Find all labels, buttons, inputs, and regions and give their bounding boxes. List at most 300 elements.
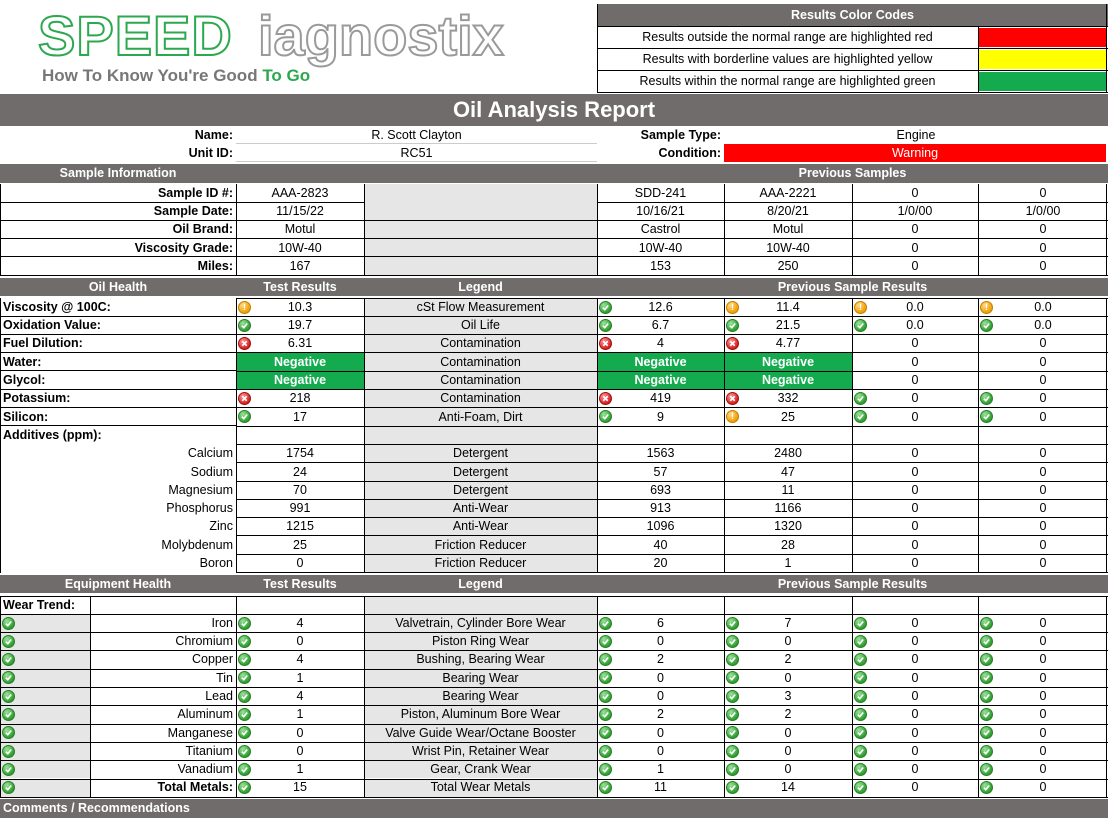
sample-info-prev: 0 (911, 258, 919, 273)
unit-value: RC51 (400, 145, 433, 160)
oil-health-prev: 0 (1039, 336, 1047, 351)
error-icon (599, 337, 612, 350)
additive-value: 1754 (286, 446, 314, 461)
check-icon (599, 690, 612, 703)
sample-info-prev: 1/0/00 (1025, 204, 1061, 219)
equipment-legend: Piston Ring Wear (364, 632, 597, 650)
additive-prev: 0 (911, 446, 919, 461)
additive-prev: 1320 (774, 519, 802, 534)
equipment-label: Manganese (167, 725, 233, 740)
check-icon (980, 708, 993, 721)
additive-prev: 0 (1039, 501, 1047, 516)
sample-info-title: Sample Information (0, 164, 236, 183)
sample-info-spacer (364, 202, 597, 220)
check-icon (854, 319, 867, 332)
sample-info-spacer (364, 257, 597, 275)
grid-line (597, 596, 598, 797)
oil-health-value: 19.7 (287, 318, 313, 333)
color-code-text: Results with borderline values are highlighted yellow (642, 52, 933, 67)
additive-prev: 0 (911, 519, 919, 534)
oil-health-prev: Negative (724, 371, 852, 389)
oil-health-prev: 6.7 (651, 318, 670, 333)
grid-line (0, 275, 1108, 276)
warning-icon: ! (238, 301, 251, 314)
check-icon (726, 635, 739, 648)
oil-health-legend: Contamination (364, 371, 597, 389)
logo-tagline (42, 66, 310, 86)
grid-line (597, 70, 1108, 71)
equipment-prev: 0 (657, 670, 664, 685)
equipment-prev: 0 (784, 762, 792, 777)
grid-line (90, 596, 91, 797)
error-icon (238, 337, 251, 350)
comments-title: Comments / Recommendations (0, 799, 1108, 818)
equipment-prev: 2 (784, 652, 792, 667)
grid-line (236, 161, 597, 162)
equipment-prev: 0 (1039, 743, 1047, 758)
additive-legend: Friction Reducer (364, 536, 597, 554)
oil-health-label: Silicon: (3, 409, 49, 424)
grid-line (236, 298, 237, 573)
additive-label: Sodium (190, 464, 233, 479)
color-code-text: Results outside the normal range are highlighted red (642, 30, 933, 45)
sample-info-prev: 8/20/21 (767, 204, 809, 219)
equipment-prev: 0 (657, 725, 664, 740)
grid-line (0, 669, 1108, 670)
additive-label: Boron (199, 556, 233, 571)
sample-info-prev: 0 (1039, 222, 1047, 237)
error-icon (726, 392, 739, 405)
oil-health-prev: 0 (911, 354, 919, 369)
sample-info-prev: 153 (650, 258, 671, 273)
oil-health-value: Negative (236, 371, 364, 389)
equipment-prev: 2 (784, 707, 792, 722)
oil-health-label: Water: (3, 354, 42, 369)
equipment-health-prev-title: Previous Sample Results (597, 575, 1108, 593)
equipment-prev: 14 (781, 780, 795, 795)
equipment-legend: Valve Guide Wear/Octane Booster (364, 724, 597, 742)
equipment-prev: 0 (1039, 725, 1047, 740)
oil-health-legend: Contamination (364, 335, 597, 353)
oil-health-prev: 0.0 (1034, 318, 1052, 333)
additive-legend: Anti-Wear (364, 499, 597, 517)
check-icon (726, 745, 739, 758)
additive-prev: 1096 (646, 519, 675, 534)
oil-health-label: Potassium: (3, 391, 71, 406)
check-icon (980, 745, 993, 758)
equipment-legend: Gear, Crank Wear (364, 760, 597, 778)
oil-health-value: Negative (236, 353, 364, 371)
grid-line (0, 632, 1108, 633)
check-icon (726, 653, 739, 666)
grid-line (978, 184, 979, 276)
error-icon (599, 392, 612, 405)
check-icon (2, 617, 15, 630)
check-icon (599, 745, 612, 758)
grid-line (724, 596, 725, 797)
color-code-swatch (979, 72, 1106, 91)
grid-line (852, 596, 853, 797)
check-icon (980, 617, 993, 630)
grid-line (0, 705, 1108, 706)
tagline-part: How To Know You're Good (42, 66, 263, 85)
oil-health-prev: 0 (911, 391, 919, 406)
equipment-value: 0 (296, 743, 304, 758)
additive-legend: Detergent (364, 463, 597, 481)
additive-label: Zinc (209, 519, 233, 534)
check-icon (238, 763, 251, 776)
oil-health-legend: cSt Flow Measurement (364, 298, 597, 316)
grid-line (0, 779, 1108, 780)
additive-prev: 2480 (774, 446, 802, 461)
check-icon (238, 708, 251, 721)
check-icon (854, 635, 867, 648)
warning-icon: ! (854, 301, 867, 314)
oil-health-prev: 9 (657, 409, 664, 424)
check-icon (980, 653, 993, 666)
oil-health-label: Glycol: (3, 372, 46, 387)
equipment-prev: 0 (911, 652, 919, 667)
equipment-prev: 0 (1039, 780, 1047, 795)
check-icon (2, 653, 15, 666)
warning-icon: ! (980, 301, 993, 314)
sample-type-value: Engine (896, 127, 936, 142)
equipment-prev: 0 (911, 780, 919, 795)
equipment-prev: 0 (911, 743, 919, 758)
equipment-prev: 0 (784, 725, 792, 740)
oil-health-prev-title: Previous Sample Results (597, 278, 1108, 296)
logo (0, 0, 597, 93)
grid-line (597, 298, 598, 573)
additive-legend: Detergent (364, 481, 597, 499)
grid-line (724, 184, 725, 276)
additive-legend: Anti-Wear (364, 518, 597, 536)
additive-value: 0 (296, 556, 304, 571)
equipment-prev: 0 (911, 762, 919, 777)
check-icon (2, 708, 15, 721)
additive-legend: Friction Reducer (364, 554, 597, 572)
check-icon (238, 690, 251, 703)
equipment-prev: 0 (911, 725, 919, 740)
additive-value: 24 (293, 464, 307, 479)
equipment-health-legend-title: Legend (364, 575, 597, 593)
additive-prev: 47 (781, 464, 795, 479)
oil-health-prev: 12.6 (648, 299, 673, 314)
grid-line (364, 184, 365, 276)
check-icon (599, 763, 612, 776)
oil-health-label: Viscosity @ 100C: (3, 299, 111, 314)
check-icon (980, 763, 993, 776)
equipment-label: Total Metals: (157, 780, 233, 795)
equipment-legend: Bearing Wear (364, 669, 597, 687)
equipment-prev: 0 (911, 634, 919, 649)
additive-prev: 0 (911, 537, 919, 552)
wear-trend-label: Wear Trend: (3, 597, 76, 612)
grid-line (236, 143, 597, 144)
equipment-prev: 2 (657, 707, 664, 722)
equipment-value: 1 (296, 707, 304, 722)
unit-label: Unit ID: (188, 145, 233, 160)
warning-icon: ! (726, 410, 739, 423)
equipment-label: Iron (211, 615, 233, 630)
grid-line (1106, 298, 1107, 573)
oil-health-prev: 0.0 (906, 318, 924, 333)
equipment-prev: 0 (1039, 670, 1047, 685)
oil-health-test-title: Test Results (236, 278, 364, 296)
grid-line (1106, 596, 1107, 797)
check-icon (2, 745, 15, 758)
grid-line (978, 298, 979, 573)
name-value: R. Scott Clayton (371, 127, 462, 142)
equipment-label: Titanium (185, 743, 233, 758)
previous-samples-title: Previous Samples (597, 164, 1108, 183)
report-title: Oil Analysis Report (0, 94, 1108, 126)
grid-line (0, 724, 1108, 725)
sample-info-prev: 0 (1039, 185, 1047, 200)
check-icon (238, 635, 251, 648)
additive-prev: 0 (911, 464, 919, 479)
equipment-prev: 0 (784, 743, 792, 758)
additive-prev: 0 (911, 501, 919, 516)
equipment-health-title: Equipment Health (0, 575, 236, 593)
grid-line (0, 687, 1108, 688)
check-icon (726, 319, 739, 332)
oil-health-value: 10.3 (287, 299, 313, 314)
additive-label: Molybdenum (161, 537, 233, 552)
oil-health-prev: 25 (781, 409, 795, 424)
equipment-value: 0 (296, 725, 304, 740)
additive-value: 25 (293, 537, 307, 552)
sample-info-current: AAA-2823 (271, 185, 329, 200)
oil-health-prev: 4 (657, 336, 664, 351)
oil-health-prev: 0 (1039, 409, 1047, 424)
sample-info-spacer (364, 184, 597, 202)
grid-line (852, 298, 853, 573)
sample-info-prev: 0 (911, 240, 919, 255)
condition-value: Warning (724, 144, 1106, 162)
sample-info-prev: AAA-2221 (759, 185, 817, 200)
additive-legend: Detergent (364, 445, 597, 463)
color-codes-title: Results Color Codes (597, 4, 1108, 26)
equipment-legend: Piston, Aluminum Bore Wear (364, 706, 597, 724)
oil-health-value: 218 (289, 391, 311, 406)
sample-info-label: Oil Brand: (172, 222, 233, 237)
grid-line (0, 596, 1, 797)
check-icon (599, 301, 612, 314)
check-icon (599, 708, 612, 721)
equipment-prev: 0 (1039, 688, 1047, 703)
grid-line (0, 742, 1108, 743)
grid-line (0, 614, 1108, 615)
equipment-prev: 0 (911, 688, 919, 703)
sample-info-label: Sample ID #: (157, 185, 233, 200)
additive-prev: 0 (1039, 446, 1047, 461)
oil-health-prev: 0 (1039, 354, 1047, 369)
oil-health-title: Oil Health (0, 278, 236, 296)
equipment-label: Lead (205, 688, 233, 703)
oil-health-label: Oxidation Value: (3, 318, 101, 333)
grid-line (597, 92, 1108, 93)
oil-health-prev: 0 (1039, 391, 1047, 406)
condition-label: Condition: (658, 145, 721, 160)
check-icon (726, 690, 739, 703)
additive-label: Magnesium (168, 482, 233, 497)
equipment-label: Chromium (175, 634, 233, 649)
additive-prev: 57 (653, 464, 668, 479)
additive-value: 1215 (286, 519, 314, 534)
equipment-legend: Bearing Wear (364, 687, 597, 705)
sample-info-prev: 0 (1039, 258, 1047, 273)
sample-info-prev: Motul (772, 222, 804, 237)
equipment-prev: 11 (654, 780, 667, 795)
check-icon (726, 617, 739, 630)
sample-info-prev: 0 (911, 222, 919, 237)
additive-prev: 693 (650, 482, 671, 497)
grid-line (0, 298, 1, 573)
tagline-go: To Go (262, 66, 311, 85)
oil-health-legend: Contamination (364, 353, 597, 371)
check-icon (980, 319, 993, 332)
color-code-text: Results within the normal range are highlighted green (639, 74, 936, 89)
oil-health-prev: 0.0 (1034, 299, 1052, 314)
additive-prev: 913 (650, 501, 671, 516)
sample-info-prev: 10W-40 (638, 240, 683, 255)
sample-info-current: Motul (284, 222, 316, 237)
sample-info-spacer (364, 221, 597, 239)
check-icon (2, 690, 15, 703)
additive-prev: 1166 (774, 501, 802, 516)
additive-prev: 1563 (646, 446, 675, 461)
check-icon (238, 617, 251, 630)
check-icon (854, 392, 867, 405)
oil-health-prev: 0 (1039, 372, 1047, 387)
additive-label: Phosphorus (166, 501, 233, 516)
legend-spacer (364, 426, 597, 444)
oil-health-legend: Contamination (364, 390, 597, 408)
oil-health-prev: 0 (911, 372, 919, 387)
equipment-label: Vanadium (177, 762, 233, 777)
oil-health-prev: 21.5 (775, 318, 801, 333)
oil-health-prev: 0 (911, 336, 919, 351)
legend-spacer (364, 596, 597, 614)
grid-line (724, 298, 725, 573)
grid-line (0, 797, 1108, 798)
equipment-label: Copper (192, 652, 233, 667)
sample-info-prev: 0 (911, 185, 919, 200)
warning-icon: ! (726, 301, 739, 314)
equipment-prev: 2 (657, 652, 664, 667)
check-icon (854, 690, 867, 703)
oil-health-prev: 332 (777, 391, 799, 406)
grid-line (0, 596, 1108, 597)
check-icon (726, 763, 739, 776)
grid-line (978, 596, 979, 797)
additive-prev: 11 (781, 482, 795, 497)
sample-info-prev: Castrol (640, 222, 681, 237)
grid-line (1106, 184, 1107, 276)
grid-line (597, 4, 598, 93)
additive-prev: 20 (653, 556, 668, 571)
grid-line (852, 184, 853, 276)
grid-line (364, 298, 365, 573)
sample-info-prev: 10/16/21 (636, 204, 685, 219)
additives-label: Additives (ppm): (3, 427, 102, 442)
equipment-label: Tin (216, 670, 233, 685)
oil-health-prev: Negative (597, 353, 724, 371)
sample-type-label: Sample Type: (640, 127, 721, 142)
equipment-health-test-title: Test Results (236, 575, 364, 593)
oil-health-label: Fuel Dilution: (3, 336, 83, 351)
color-code-swatch (979, 28, 1106, 47)
equipment-prev: 0 (1039, 762, 1047, 777)
sample-info-label: Miles: (197, 258, 233, 273)
error-icon (726, 337, 739, 350)
equipment-prev: 1 (657, 762, 664, 777)
sample-info-prev: 250 (777, 258, 799, 273)
equipment-prev: 0 (657, 634, 664, 649)
grid-line (0, 650, 1108, 651)
grid-line (236, 596, 237, 797)
additive-prev: 0 (911, 556, 919, 571)
equipment-value: 1 (296, 762, 304, 777)
check-icon (854, 653, 867, 666)
grid-line (0, 184, 1, 276)
equipment-prev: 3 (784, 688, 792, 703)
additive-prev: 1 (784, 556, 792, 571)
oil-health-prev: 11.4 (776, 299, 800, 314)
oil-health-prev: 0 (911, 409, 919, 424)
sample-info-prev: 0 (1039, 240, 1047, 255)
additive-value: 991 (289, 501, 311, 516)
equipment-legend: Bushing, Bearing Wear (364, 651, 597, 669)
additive-prev: 0 (1039, 519, 1047, 534)
sample-info-current: 167 (289, 258, 311, 273)
check-icon (2, 763, 15, 776)
grid-line (364, 596, 365, 797)
additive-prev: 28 (781, 537, 795, 552)
grid-line (236, 184, 237, 276)
additive-prev: 40 (653, 537, 668, 552)
oil-health-prev: Negative (724, 353, 852, 371)
equipment-legend: Total Wear Metals (364, 779, 597, 797)
check-icon (238, 319, 251, 332)
check-icon (854, 745, 867, 758)
equipment-prev: 0 (657, 688, 664, 703)
additive-prev: 0 (911, 482, 919, 497)
oil-health-legend: Anti-Foam, Dirt (364, 408, 597, 426)
name-label: Name: (194, 127, 233, 142)
additive-prev: 0 (1039, 464, 1047, 479)
additive-label: Calcium (187, 446, 233, 461)
check-icon (599, 319, 612, 332)
sample-info-label: Viscosity Grade: (134, 240, 233, 255)
sample-info-prev: SDD-241 (634, 185, 687, 200)
check-icon (2, 635, 15, 648)
sample-info-prev: 10W-40 (766, 240, 810, 255)
equipment-prev: 0 (1039, 615, 1047, 630)
equipment-legend: Wrist Pin, Retainer Wear (364, 742, 597, 760)
oil-health-prev: 419 (650, 391, 671, 406)
check-icon (238, 745, 251, 758)
equipment-prev: 0 (911, 707, 919, 722)
additive-value: 70 (293, 482, 307, 497)
sample-info-prev: 1/0/00 (897, 204, 933, 219)
additive-prev: 0 (1039, 556, 1047, 571)
check-icon (599, 617, 612, 630)
oil-health-prev: 0.0 (906, 299, 924, 314)
check-icon (238, 653, 251, 666)
check-icon (599, 653, 612, 666)
